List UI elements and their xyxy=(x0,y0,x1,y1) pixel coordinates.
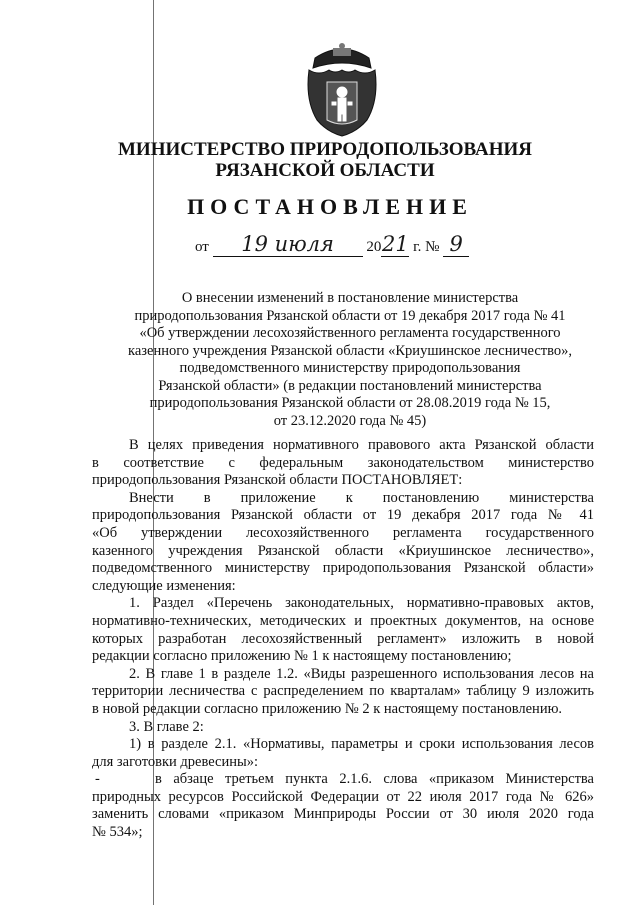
handwritten-date: 19 июля xyxy=(213,232,363,257)
subject-line: от 23.12.2020 года № 45) xyxy=(273,412,427,429)
year-unit-and-number-label: г. № xyxy=(413,239,440,255)
body-line: редакции согласно приложению № 1 к настоящему постановлению; xyxy=(92,648,512,665)
body-line: казенного учреждения Рязанской области «Криушинское лесничество», xyxy=(92,542,594,559)
body-line: следующие изменения: xyxy=(92,577,236,594)
document-body xyxy=(92,437,594,842)
body-line: подведомственного министерству природопользования Рязанской области» xyxy=(92,560,594,577)
body-line: территории лесничества с распределением по кварталам» таблицу 9 изложить xyxy=(92,683,594,700)
dash-marker: - xyxy=(95,771,100,788)
body-line: № 534»; xyxy=(92,824,143,841)
document-type-title: ПОСТАНОВЛЕНИЕ xyxy=(187,194,473,219)
body-line: заменить словами «приказом Минприроды России от 30 июля 2020 года xyxy=(92,806,594,823)
ministry-name-line-2: РЯЗАНСКОЙ ОБЛАСТИ xyxy=(215,160,435,181)
subject-line: О внесении изменений в постановление министерства xyxy=(181,290,519,306)
date-number-line xyxy=(195,232,469,257)
subject-line: подведомственного министерству природопользования xyxy=(179,360,521,376)
subject-line: «Об утверждении лесохозяйственного регламента государственного xyxy=(139,325,561,341)
body-line: в соответствие с федеральным законодательством министерство xyxy=(92,454,594,471)
handwritten-year: 21 xyxy=(381,232,409,256)
body-line: 1) в разделе 2.1. «Нормативы, параметры и сроки использования лесов xyxy=(129,736,594,753)
subject-line: природопользования Рязанской области от 28.08.2019 года № 15, xyxy=(149,395,551,411)
body-line: которых разработан лесохозяйственный регламент» изложить в новой xyxy=(92,630,594,647)
body-line: «Об утверждении лесохозяйственного регламента государственного xyxy=(92,524,594,541)
subject-line: казенного учреждения Рязанской области «Криушинское лесничество», xyxy=(128,342,572,359)
body-line: для заготовки древесины»: xyxy=(92,753,258,770)
body-line: природопользования Рязанской области ПОСТАНОВЛЯЕТ: xyxy=(92,472,463,489)
body-line: 2. В главе 1 в разделе 1.2. «Виды разрешенного использования лесов на xyxy=(129,665,594,682)
handwritten-document-number: 9 xyxy=(443,232,469,257)
body-line: Внести в приложение к постановлению министерства xyxy=(129,489,594,506)
ministry-name xyxy=(90,139,560,181)
subject-line: Рязанской области» (в редакции постановлений министерства xyxy=(158,377,542,394)
body-line: 3. В главе 2: xyxy=(129,718,204,735)
body-line: природопользования Рязанской области от 19 декабря 2017 года № 41 xyxy=(92,507,594,524)
body-line: 1. Раздел «Перечень законодательных, нормативно-правовых актов, xyxy=(129,595,594,612)
subject-line: природопользования Рязанской области от 19 декабря 2017 года № 41 xyxy=(134,307,566,324)
ryazan-coat-of-arms-emblem xyxy=(305,40,379,140)
document-subject xyxy=(115,290,585,430)
ministry-name-line-1: МИНИСТЕРСТВО ПРИРОДОПОЛЬЗОВАНИЯ xyxy=(117,139,532,160)
date-prefix: от xyxy=(195,239,209,255)
body-line: В целях приведения нормативного правового акта Рязанской области xyxy=(129,437,594,453)
body-line: нормативно-технических, методических и проектных документов, на основе xyxy=(92,612,594,629)
body-dash-item xyxy=(92,771,594,789)
year-prefix: 20 xyxy=(366,239,382,255)
body-line: в абзаце третьем пункта 2.1.6. слова «приказом Министерства xyxy=(155,771,594,788)
body-line: в новой редакции согласно приложению № 2 к настоящему постановлению. xyxy=(92,700,563,717)
body-line: природных ресурсов Российской Федерации от 22 июля 2017 года № 626» xyxy=(92,788,594,805)
